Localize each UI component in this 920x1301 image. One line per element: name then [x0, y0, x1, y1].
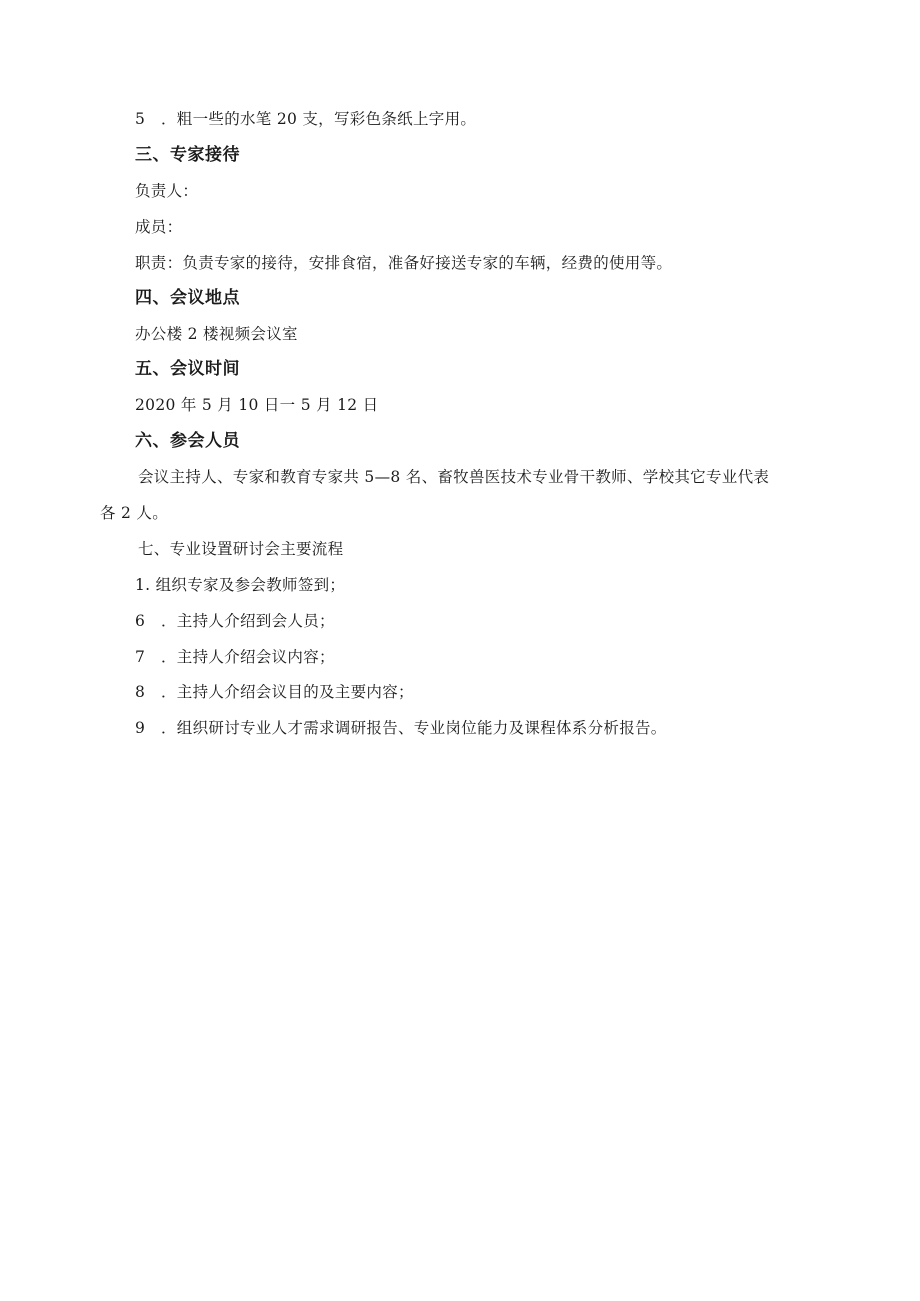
section-heading-attendees: 六、参会人员 [135, 431, 240, 451]
list-item-5 [135, 108, 476, 130]
workflow-step [135, 717, 667, 739]
list-text: ．主持人介绍会议内容； [161, 648, 335, 666]
section-heading-workflow: 七、专业设置研讨会主要流程 [138, 540, 344, 558]
list-number: 5 [135, 110, 146, 128]
workflow-step [135, 646, 335, 668]
workflow-step [135, 610, 335, 632]
section-heading-meeting-time: 五、会议时间 [135, 359, 240, 379]
members-field: 成员： [135, 218, 183, 236]
list-number: 7 [135, 648, 146, 666]
duties-text: 职责：负责专家的接待，安排食宿，准备好接送专家的车辆，经费的使用等。 [135, 254, 673, 272]
list-number: 9 [135, 719, 146, 737]
list-text: ．粗一些的水笔 20 支，写彩色条纸上字用。 [161, 110, 477, 128]
list-text: ．组织研讨专业人才需求调研报告、专业岗位能力及课程体系分析报告。 [161, 719, 667, 737]
meeting-location-text: 办公楼 2 楼视频会议室 [135, 325, 298, 343]
list-text: ．主持人介绍到会人员； [161, 612, 335, 630]
list-number: 8 [135, 683, 146, 701]
attendees-text-line1: 会议主持人、专家和教育专家共 5—8 名、畜牧兽医技术专业骨干教师、学校其它专业代表 [138, 468, 770, 486]
meeting-time-text: 2020 年 5 月 10 日一 5 月 12 日 [135, 396, 379, 414]
leader-field: 负责人： [135, 182, 199, 200]
workflow-step [135, 681, 414, 703]
attendees-text-line2: 各 2 人。 [100, 504, 169, 522]
list-text: ．主持人介绍会议目的及主要内容； [161, 683, 414, 701]
list-number: 6 [135, 612, 146, 630]
section-heading-expert-reception: 三、专家接待 [135, 145, 240, 165]
section-heading-meeting-location: 四、会议地点 [135, 288, 240, 308]
workflow-step-1: 1. 组织专家及参会教师签到； [135, 576, 346, 594]
